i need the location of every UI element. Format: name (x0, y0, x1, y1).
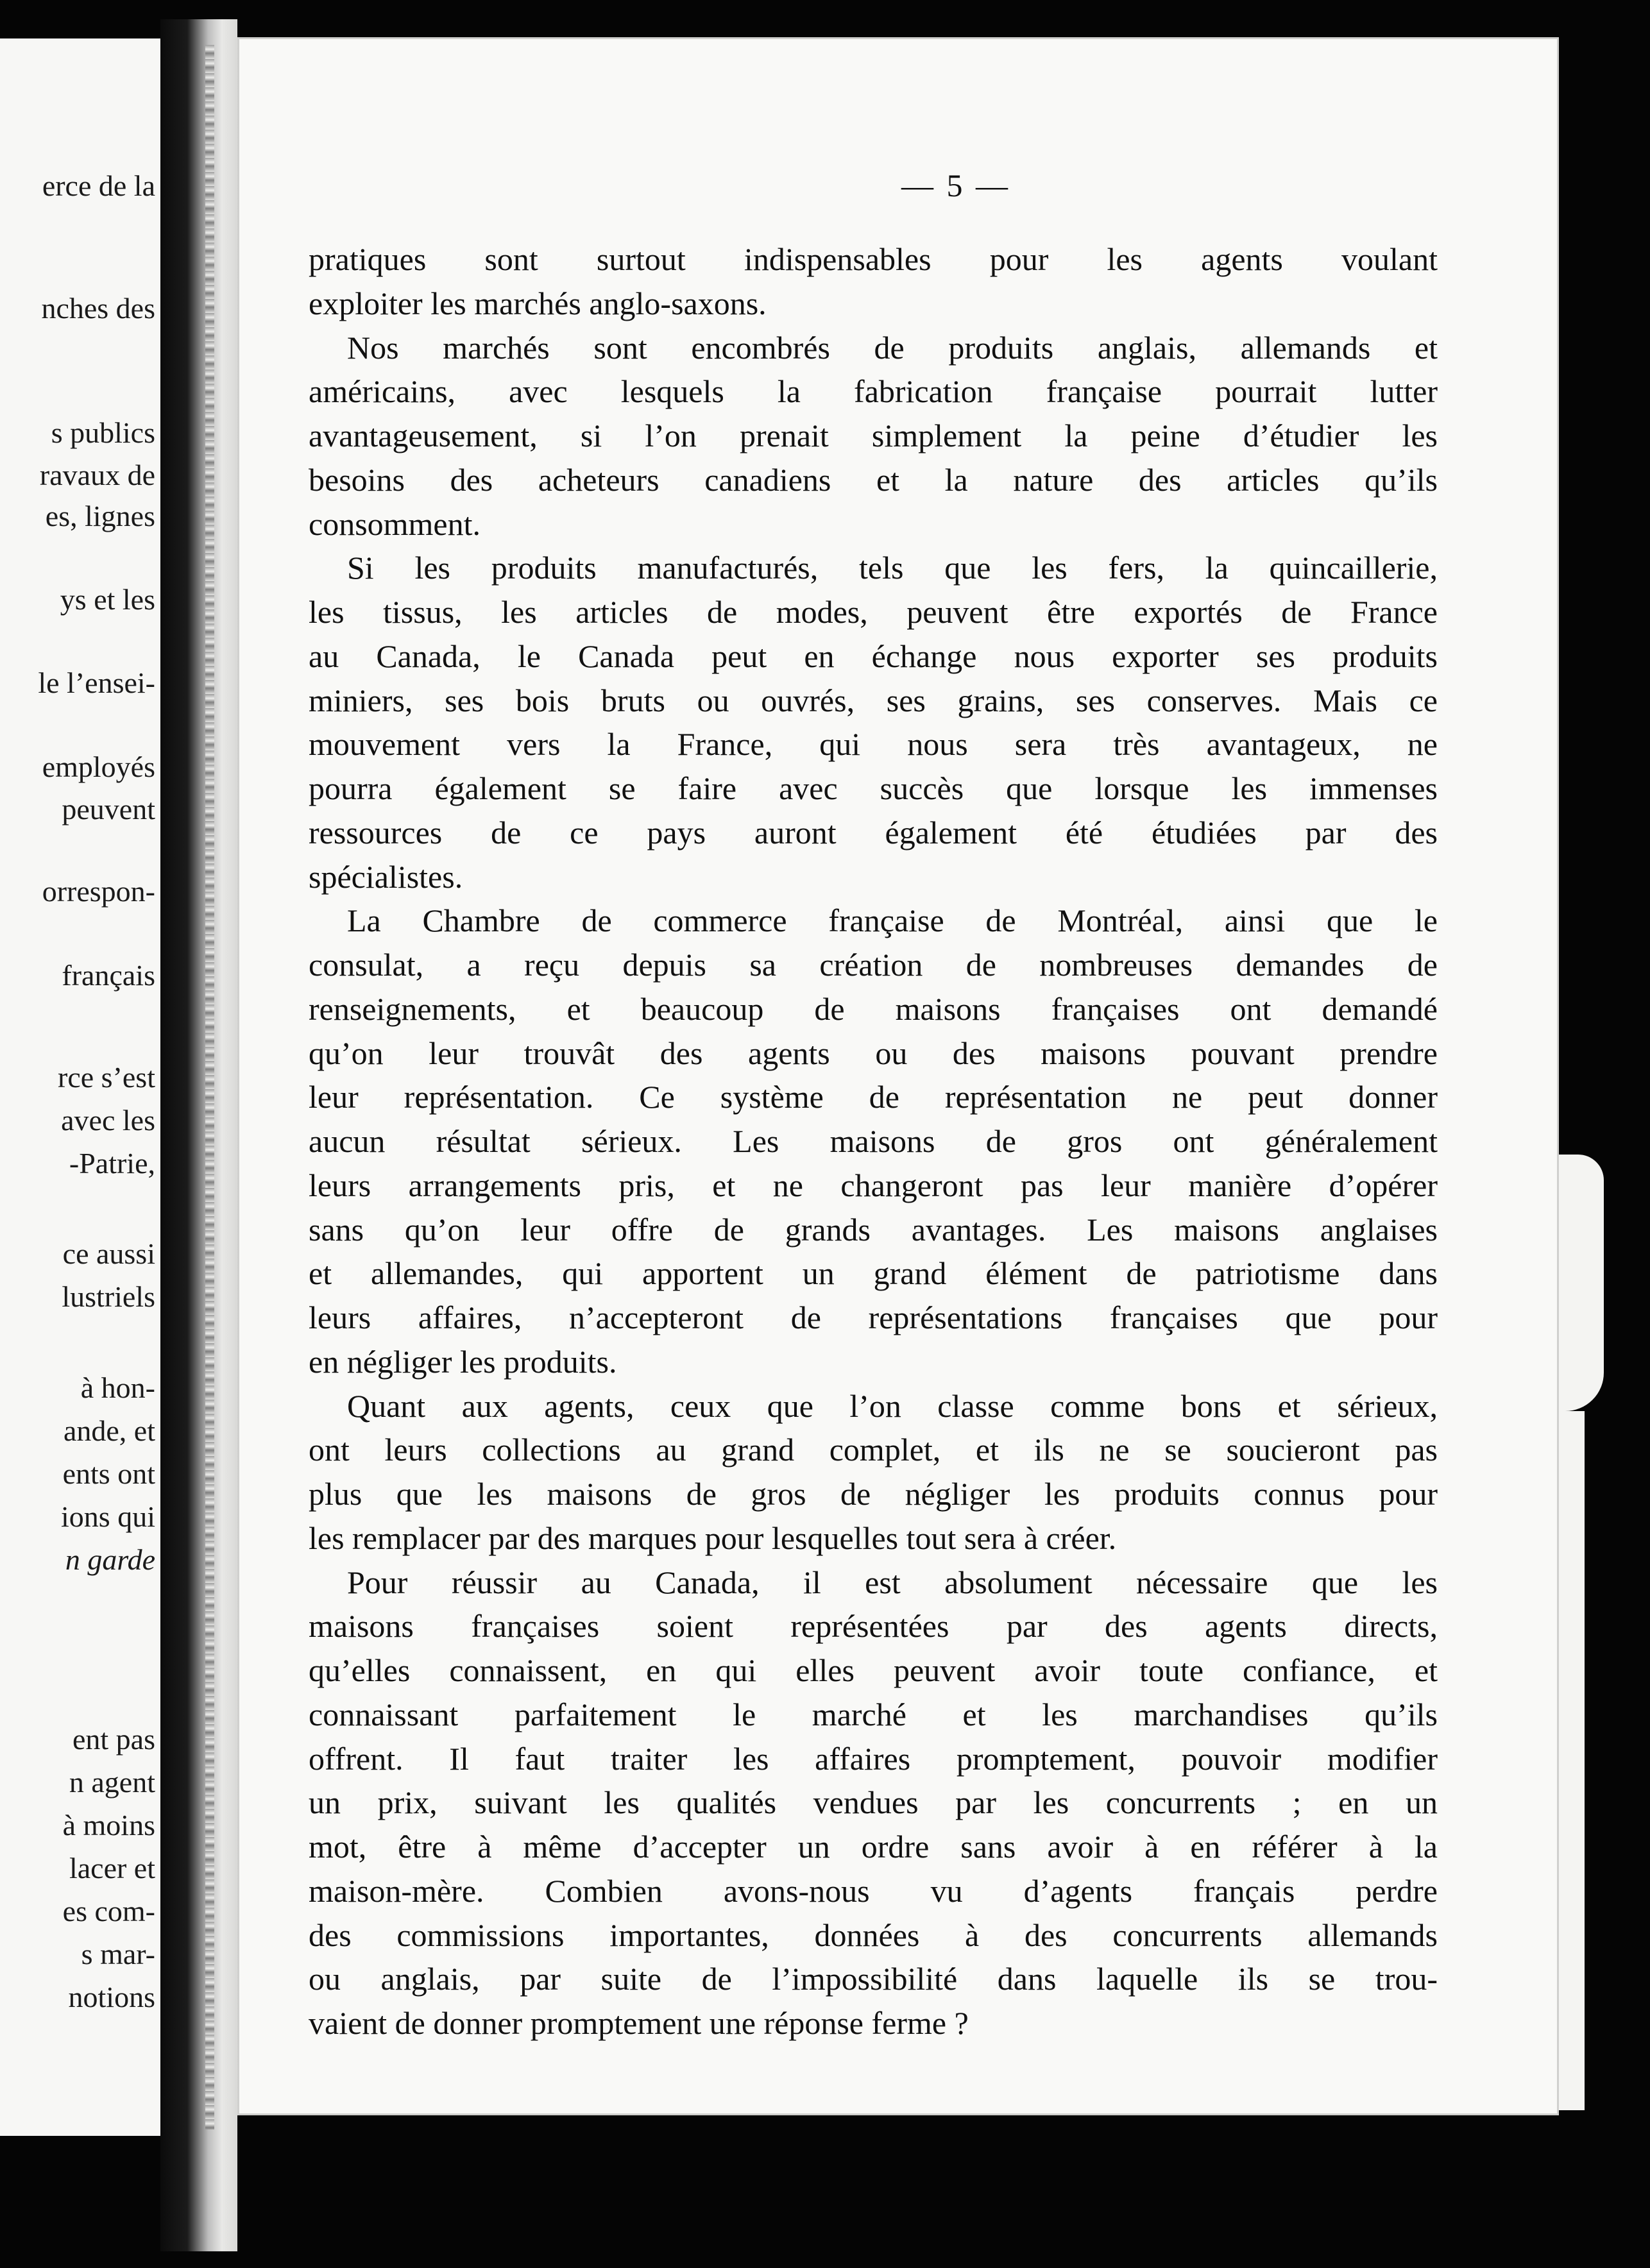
text-line: aucun résultat sérieux. Les maisons de gros ont généralement (309, 1123, 1438, 1159)
text-line: mouvement vers la France, qui nous sera très avantageux, ne (309, 726, 1438, 763)
left-page-line: français (62, 959, 155, 992)
left-page-line: ande, et (63, 1414, 155, 1447)
text-line: ou anglais, par suite de l’impossibilité dans laquelle ils se trou- (309, 1961, 1438, 1997)
text-line: Nos marchés sont encombrés de produits anglais, allemands et (347, 329, 1438, 366)
left-page-line: ent pas (72, 1723, 155, 1756)
text-line: maison-mère. Combien avons-nous vu d’agents français perdre (309, 1872, 1438, 1909)
text-line: au Canada, le Canada peut en échange nous exporter ses produits (309, 638, 1438, 674)
text-line: et allemandes, qui apportent un grand élément de patriotisme dans (309, 1255, 1438, 1292)
text-line: les tissus, les articles de modes, peuvent être exportés de France (309, 594, 1438, 630)
text-line: leurs arrangements pris, et ne changeront pas leur manière d’opérer (309, 1167, 1438, 1203)
text-line: besoins des acheteurs canadiens et la nature des articles qu’ils (309, 461, 1438, 498)
text-line: Quant aux agents, ceux que l’on classe comme bons et sérieux, (347, 1387, 1438, 1424)
left-page-line: ce aussi (62, 1237, 155, 1270)
torn-edge-fragment (1559, 1155, 1604, 1411)
left-page-line: n agent (69, 1766, 155, 1798)
binding-gutter (160, 19, 237, 2251)
text-line: avantageusement, si l’on prenait simplement la peine d’étudier les (309, 418, 1438, 453)
text-line: sans qu’on leur offre de grands avantages. Les maisons anglaises (309, 1211, 1438, 1248)
text-line: vaient de donner promptement une réponse ferme ? (309, 2005, 969, 2041)
text-line: leurs affaires, n’accepteront de représentations françaises que pour (309, 1299, 1438, 1335)
torn-page-edges (205, 45, 214, 2129)
left-page-line: es com- (62, 1895, 155, 1927)
left-facing-page (0, 38, 160, 2136)
text-line: ont leurs collections au grand complet, et ils ne se soucieront pas (309, 1432, 1438, 1468)
text-line: américains, avec lesquels la fabrication française pourrait lutter (309, 373, 1438, 410)
text-line: en négliger les produits. (309, 1343, 617, 1380)
text-line: Si les produits manufacturés, tels que les fers, la quincaillerie, (347, 550, 1438, 586)
text-line: La Chambre de commerce française de Montréal, ainsi que le (347, 902, 1438, 939)
torn-edge-fragment (1559, 1770, 1583, 1860)
text-line: pratiques sont surtout indispensables pour les agents voulant (309, 241, 1438, 277)
page-number: — 5 — (901, 167, 1010, 203)
text-line: renseignements, et beaucoup de maisons françaises ont demandé (309, 990, 1438, 1027)
left-page-line: à hon- (80, 1371, 155, 1404)
text-line: offrent. Il faut traiter les affaires promptement, pouvoir modifier (309, 1740, 1438, 1777)
left-page-line: à moins (62, 1809, 155, 1841)
main-page (237, 37, 1559, 2115)
text-line: consulat, a reçu depuis sa création de nombreuses demandes de (309, 947, 1438, 983)
left-page-line: es, lignes (45, 500, 155, 532)
torn-edge-fragment (1559, 1411, 1585, 2110)
text-line: des commissions importantes, données à des concurrents allemands (309, 1917, 1438, 1953)
left-page-line: n garde (65, 1543, 155, 1576)
left-page-line: avec les (61, 1104, 155, 1137)
left-page-line: s publics (51, 416, 155, 449)
left-page-line: notions (68, 1981, 155, 2013)
text-line: mot, être à même d’accepter un ordre sans avoir à en référer à la (309, 1829, 1438, 1865)
text-line: miniers, ses bois bruts ou ouvrés, ses grains, ses conserves. Mais ce (309, 682, 1438, 718)
text-line: connaissant parfaitement le marché et les marchandises qu’ils (309, 1696, 1438, 1732)
text-line: exploiter les marchés anglo-saxons. (309, 285, 767, 321)
left-page-line: ys et les (60, 583, 155, 616)
left-page-line: employés (42, 750, 155, 783)
text-line: Pour réussir au Canada, il est absolument nécessaire que les (347, 1564, 1438, 1600)
left-page-line: le l’ensei- (38, 666, 155, 699)
left-page-line: orrespon- (42, 875, 155, 908)
left-page-line: rce s’est (58, 1061, 155, 1094)
text-line: spécialistes. (309, 858, 463, 895)
left-page-line: erce de la (42, 169, 155, 202)
text-line: un prix, suivant les qualités vendues par les concurrents ; en un (309, 1784, 1438, 1821)
left-page-line: ents ont (62, 1457, 155, 1490)
text-line: pourra également se faire avec succès que lorsque les immenses (309, 770, 1438, 806)
text-line: qu’elles connaissent, en qui elles peuvent avoir toute confiance, et (309, 1652, 1438, 1688)
text-line: maisons françaises soient représentées par des agents directs, (309, 1608, 1438, 1645)
text-line: plus que les maisons de gros de négliger les produits connus pour (309, 1476, 1438, 1512)
text-line: les remplacer par des marques pour lesquelles tout sera à créer. (309, 1519, 1117, 1556)
left-page-line: -Patrie, (69, 1147, 155, 1180)
left-page-line: peuvent (62, 793, 155, 825)
text-line: consomment. (309, 505, 481, 542)
left-page-line: lustriels (62, 1280, 155, 1313)
text-line: ressources de ce pays auront également été étudiées par des (309, 814, 1438, 851)
left-page-line: nches des (41, 292, 155, 325)
left-page-line: ions qui (61, 1500, 155, 1533)
left-page-line: s mar- (81, 1938, 155, 1970)
left-page-line: ravaux de (39, 459, 155, 491)
left-page-line: lacer et (69, 1852, 155, 1884)
body-text (309, 237, 1438, 2045)
text-line: leur représentation. Ce système de représentation ne peut donner (309, 1079, 1438, 1115)
text-line: qu’on leur trouvât des agents ou des maisons pouvant prendre (309, 1035, 1438, 1071)
